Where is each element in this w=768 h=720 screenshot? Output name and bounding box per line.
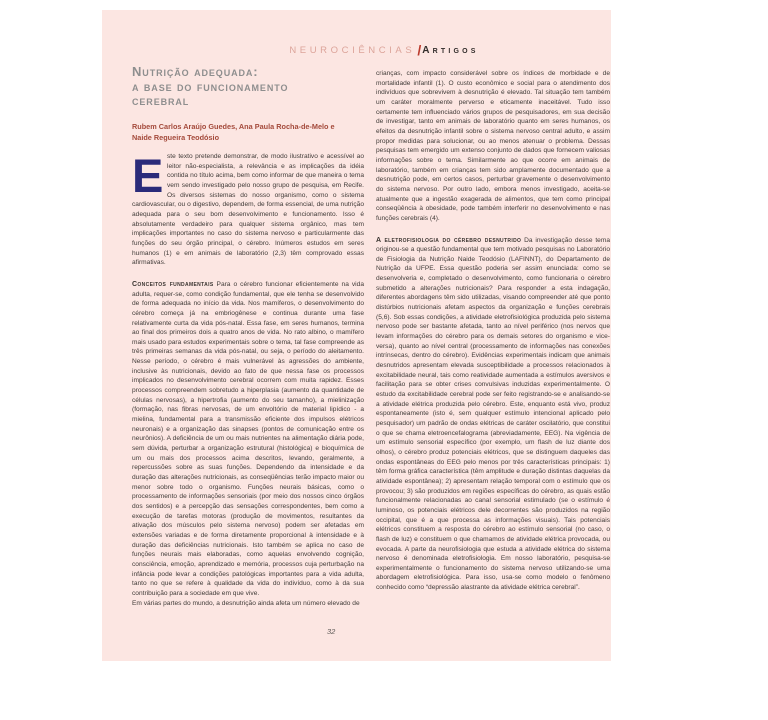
- authors-line-2: Naide Regueira Teodósio: [132, 132, 220, 142]
- left-column: [132, 149, 364, 608]
- publication-name: NEUROCIÊNCIAS: [289, 45, 416, 56]
- title-line-2: a base do funcionamento: [132, 78, 289, 94]
- magazine-page: [102, 10, 611, 661]
- masthead-separator: /: [417, 42, 422, 58]
- continuation-paragraph: crianças, com impacto considerável sobre os índices de morbidade e de mortalidade infantil (1). O custo econômico e social para o atendimento dos indivíduos que sobrevivem à desnutrição é elevado. Tal situação tem também um caráter moralmente perverso e eticamente inaceitável. Tudo isso certamente tem influenciado vários grupos de pesquisadores, em sua decisão de investigar, tanto em animais de laboratório quanto em seres humanos, os efeitos da desnutrição infantil sobre o sistema nervoso central adulto, e assim propor medidas para solucionar, ou ao menos atenuar o problema. Dessas pesquisas tem emergido um extenso conjunto de dados que fornecem valiosas informações sobre o tema. Similarmente ao que ocorre em animais de laboratório, também em crianças tem sido amplamente documentado que a desnutrição pode, em certos casos, perturbar gravemente o desenvolvimento do sistema nervoso. Por outro lado, embora menos investigado, aceita-se atualmente que a ingestão exagerada de alimentos, que tem como principal conseqüência à obesidade, pode também interferir no desenvolvimento e nas funções cerebrais (4).: [376, 70, 610, 222]
- masthead: [102, 40, 611, 58]
- article-title: [132, 65, 372, 109]
- article-authors: [132, 122, 382, 143]
- right-column: [376, 69, 610, 593]
- page-number: 32: [327, 627, 336, 636]
- section-eletrofisiologia-text: Da investigação desse tema originou-se a questão fundamental que tem motivado pesquisas no Laboratório de Fisiologia da Nutrição Naide Teodósio (LAFINNT), do Departamento de Nutrição da UFPE. Essa questão poderia ser assim enunciada: como se desenvolveria e, completado o desenvolvimento, como funcionaria o cérebro submetido a alterações nutricionais? Para responder a esta indagação, diferentes abordagens têm sido utilizadas, visando compreender até que ponto distúrbios nutricionais afetam aspectos da organização e funções cerebrais (5,6). Sob essas condições, a atividade eletrofisiológica produzida pelo sistema nervoso pode ser bastante afetada, tanto ao nível periférico (nos nervos que levam informações do cérebro para os demais setores do organismo e vice-versa), quanto ao nível central (processamento de informações nas conexões intrínsecas, dentro do cérebro). Evidências experimentais indicam que animais desnutridos apresentam elevada susceptibilidade a processos relacionados à excitabilidade neural, tais como reatividade aumentada a estímulos aversivos e facilitação para se obter crises convulsivas induzidas experimentalmente. O estudo da excitabilidade cerebral pode ser feito registrando-se e analisando-se a atividade elétrica produzida pelo cérebro. Este, enquanto está vivo, produz espontaneamente (isto é, sem qualquer estímulo intencional aplicado pelo pesquisador) um padrão de ondas elétricas de caráter oscilatório, que constitui o que se chama eletroencefalograma (abreviadamente, EEG). Na vigência de um estímulo sensorial específico (por exemplo, um flash de luz diante dos olhos), o cérebro produz potenciais elétricos, que se distinguem daqueles das ondas espontâneas do EEG pelo menos por três características principais: 1) têm forma gráfica característica (têm amplitude e duração distintas daquelas da atividade espontânea); 2) apresentam relação temporal com o estímulo que os provocou; 3) são produzidos em regiões específicas do cérebro, as quais estão funcionalmente relacionadas ao canal sensorial estimulado (se o estímulo é luminoso, os potenciais elétricos dele decorrentes são produzidos na região occipital, que é a que processa as informações visuais). Tais potenciais elétricos constituem a resposta do cérebro ao estímulo sensorial (no caso, o flash de luz) e constituem o que chamamos de atividade elétrica provocada, ou evocada. A parte da neurofisiologia que estuda a atividade elétrica do sistema nervoso é denominada eletrofisiologia. Em nosso laboratório, pesquisa-se experimentalmente o funcionamento do sistema nervoso utilizando-se uma abordagem eletrofisiológica. Para isso, usa-se como modelo o fenômeno conhecido como “depressão alastrante da atividade elétrica cerebral”.: [376, 236, 610, 592]
- title-line-1: Nutrição adequada:: [132, 64, 259, 79]
- section-heading-conceitos: Conceitos fundamentais: [132, 280, 214, 288]
- drop-cap: E: [132, 149, 164, 202]
- authors-line-1: Rubem Carlos Araújo Guedes, Ana Paula Rocha-de-Melo e: [132, 122, 335, 131]
- section-heading-eletrofisiologia: A eletrofisiologia do cérebro desnutrido: [376, 236, 522, 244]
- intro-text: ste texto pretende demonstrar, de modo ilustrativo e acessível ao leitor não-especialista, a relevância e as implicações da idéia contida no título acima, bem como informar de que maneira o tema vem sendo investigado pelo nosso grupo de pesquisa, em Recife. Os diversos sistemas do nosso organismo, como o sistema cardiovascular, ou o digestivo, dependem, de forma essencial, de uma nutrição adequada para o seu bom desenvolvimento e funcionamento. Isso é absolutamente verdadeiro para qualquer sistema orgânico, mas tem implicações importantes no caso do sistema nervoso e particularmente das funções do seu órgão principal, o cérebro. Inúmeros estudos em seres humanos (1) e em animais de laboratório (2,3) têm comprovado essas afirmativas.: [132, 153, 364, 267]
- section-conceitos-text: Para o cérebro funcionar eficientemente na vida adulta, requer-se, como condição fundamental, que ele tenha se desenvolvido de forma adequada no início da vida. Nos mamíferos, o desenvolvimento do cérebro começa já na embriogênese e continua durante uma fase relativamente curta da vida pós-natal. Essa fase, em seres humanos, termina ao final dos primeiros dois a quatro anos de vida. No rato albino, o mamífero mais usado para estudos experimentais sobre o tema, tal fase compreende as três primeiras semanas da vida pós-natal, ou seja, o período do aleitamento. Nesse período, o cérebro é mais vulnerável às agressões do ambiente, inclusive às nutricionais, devido ao fato de que nessa fase os processos implicados no desenvolvimento cerebral ocorrem com muita rapidez. Esses processos compreendem sobretudo a hiperplasia (aumento da quantidade de células nervosas), a hipertrofia (aumento do seu tamanho), a mielinização (formação, nas fibras nervosas, de um envoltório de material lipídico - a mielina, fundamental para a transmissão eficiente dos impulsos elétricos neuronais) e a organização das sinapses (pontos de comunicação entre os neurônios). A deficiência de um ou mais nutrientes na alimentação diária pode, sem dúvida, perturbar a organização estrutural (histológica) e bioquímica de um ou mais dos processos acima descritos, levando, geralmente, a repercussões sobre as suas funções. Dependendo da intensidade e da duração das alterações nutricionais, as conseqüências terão impacto maior ou menor sobre todo o organismo. Funções neurais básicas, como o processamento de informações sensoriais (por meio dos nossos cinco órgãos dos sentidos) e a percepção das sensações correspondentes, bem como a execução de tarefas motoras (produção de movimentos, resultantes da ativação dos músculos pelo sistema nervoso) podem ser afetadas em extensões variadas e de forma diretamente proporcional à intensidade e à duração das deficiências nutricionais. Isto também se aplica no caso de funções neurais mais elaboradas, como aquelas envolvendo cognição, consciência, emoção, aprendizado e memória, processos cuja perturbação na infância pode levar a condições patológicas importantes para a vida adulta, tanto no que se refere à qualidade da vida do indivíduo, como à da sua contribuição para a sociedade em que vive.: [132, 280, 364, 597]
- left-column-closing-line: Em várias partes do mundo, a desnutrição ainda afeta um número elevado de: [132, 599, 360, 607]
- section-eletrofisiologia-paragraph: [376, 236, 610, 593]
- title-line-3: cerebral: [132, 93, 190, 108]
- intro-paragraph: [132, 149, 364, 268]
- section-name: Artigos: [422, 45, 479, 56]
- section-conceitos-paragraph: [132, 280, 364, 599]
